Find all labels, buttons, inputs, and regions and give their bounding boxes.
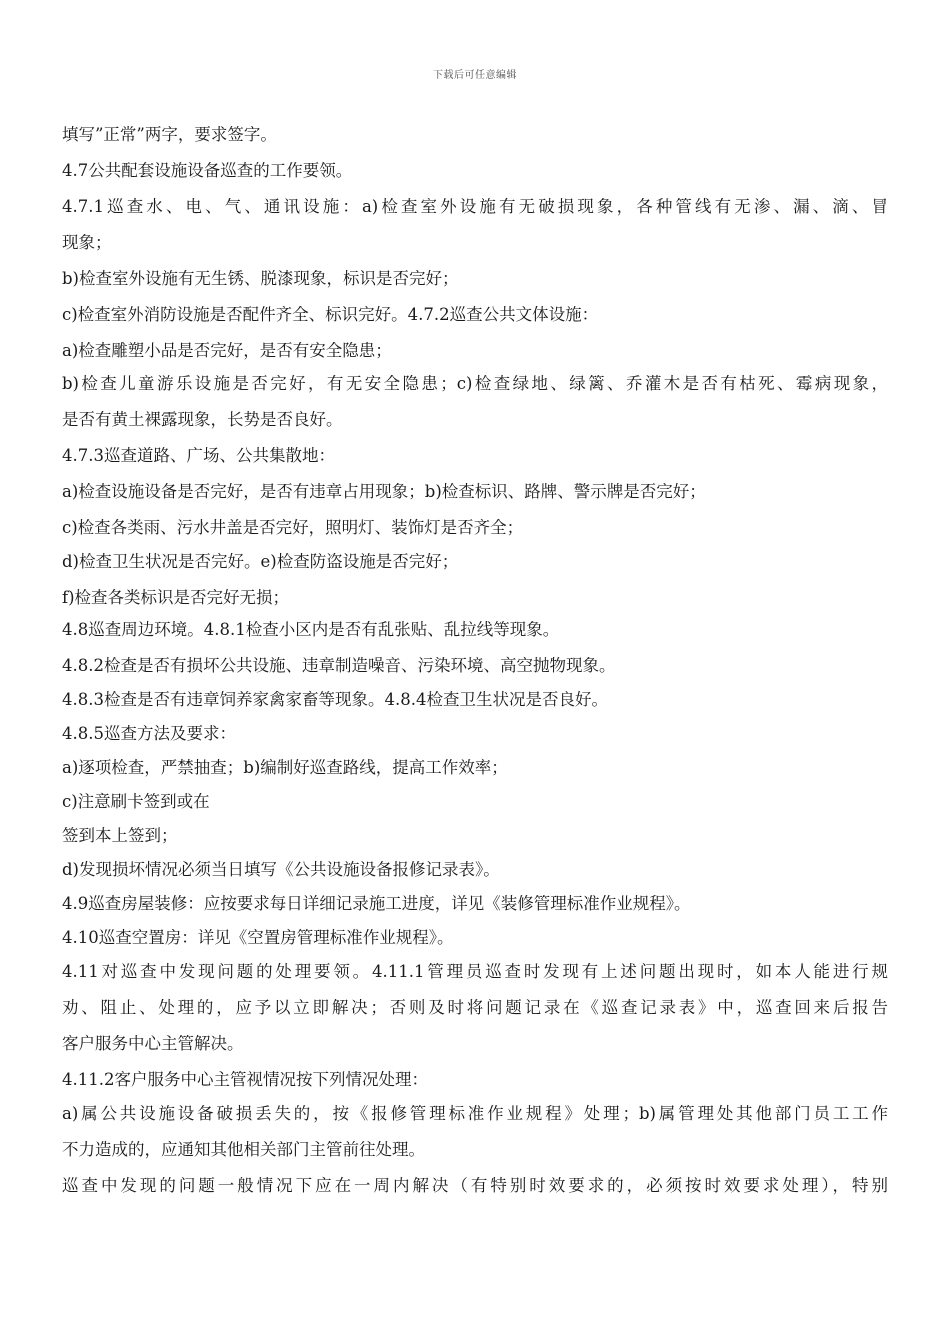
text-line: c)注意刷卡签到或在: [62, 792, 210, 811]
text-line: f)检查各类标识是否完好无损；: [62, 588, 290, 607]
page-header: 下载后可任意编辑: [433, 70, 517, 81]
text-line: 客户服务中心主管解决。: [62, 1034, 244, 1053]
text-line: 4.7公共配套设施设备巡查的工作要领。: [62, 161, 353, 180]
text-line: 4.8.3检查是否有违章饲养家禽家畜等现象。4.8.4检查卫生状况是否良好。: [62, 690, 608, 709]
text-line: b)检查室外设施有无生锈、脱漆现象，标识是否完好；: [62, 269, 459, 288]
text-line: a)属公共设施设备破损丢失的，按《报修管理标准作业规程》处理；b)属管理处其他部门员工工作: [62, 1104, 888, 1123]
text-line: d)检查卫生状况是否完好。e)检查防盗设施是否完好；: [62, 552, 459, 571]
text-line: 4.8.2检查是否有损坏公共设施、违章制造噪音、污染环境、高空抛物现象。: [62, 656, 616, 675]
text-line: 签到本上签到；: [62, 826, 178, 845]
text-line: d)发现损坏情况必须当日填写《公共设施设备报修记录表》。: [62, 860, 500, 879]
text-line: a)检查设施设备是否完好，是否有违章占用现象；b)检查标识、路牌、警示牌是否完好；: [62, 482, 706, 501]
text-line: 4.7.3巡查道路、广场、公共集散地：: [62, 446, 335, 465]
text-line: 4.8巡查周边环境。4.8.1检查小区内是否有乱张贴、乱拉线等现象。: [62, 620, 560, 639]
text-line: 现象；: [62, 233, 112, 252]
text-line: 4.7.1巡查水、电、气、通讯设施：a)检查室外设施有无破损现象，各种管线有无渗、漏、滴、冒: [62, 197, 888, 216]
text-line: 是否有黄土裸露现象，长势是否良好。: [62, 410, 343, 429]
text-line: 巡查中发现的问题一般情况下应在一周内解决（有特别时效要求的，必须按时效要求处理），特别: [62, 1176, 888, 1195]
text-line: 4.8.5巡查方法及要求：: [62, 724, 236, 743]
text-line: c)检查室外消防设施是否配件齐全、标识完好。4.7.2巡查公共文体设施：: [62, 305, 599, 324]
text-line: c)检查各类雨、污水井盖是否完好，照明灯、装饰灯是否齐全；: [62, 518, 524, 537]
text-line: b)检查儿童游乐设施是否完好，有无安全隐患；c)检查绿地、绿篱、乔灌木是否有枯死、霉病现象，: [62, 374, 888, 393]
text-line: 4.11.2客户服务中心主管视情况按下列情况处理：: [62, 1070, 428, 1089]
text-line: 劝、阻止、处理的，应予以立即解决；否则及时将问题记录在《巡查记录表》中，巡查回来后报告: [62, 998, 888, 1017]
text-line: 填写”正常”两字，要求签字。: [62, 125, 277, 144]
text-line: 4.10巡查空置房：详见《空置房管理标准作业规程》。: [62, 928, 454, 947]
text-line: 4.9巡查房屋装修：应按要求每日详细记录施工进度，详见《装修管理标准作业规程》。: [62, 894, 691, 913]
text-line: a)逐项检查，严禁抽查；b)编制好巡查路线，提高工作效率；: [62, 758, 508, 777]
text-line: a)检查雕塑小品是否完好，是否有安全隐患；: [62, 341, 392, 360]
text-line: 不力造成的，应通知其他相关部门主管前往处理。: [62, 1140, 425, 1159]
text-line: 4.11对巡查中发现问题的处理要领。4.11.1管理员巡查时发现有上述问题出现时，如本人能进行规: [62, 962, 888, 981]
